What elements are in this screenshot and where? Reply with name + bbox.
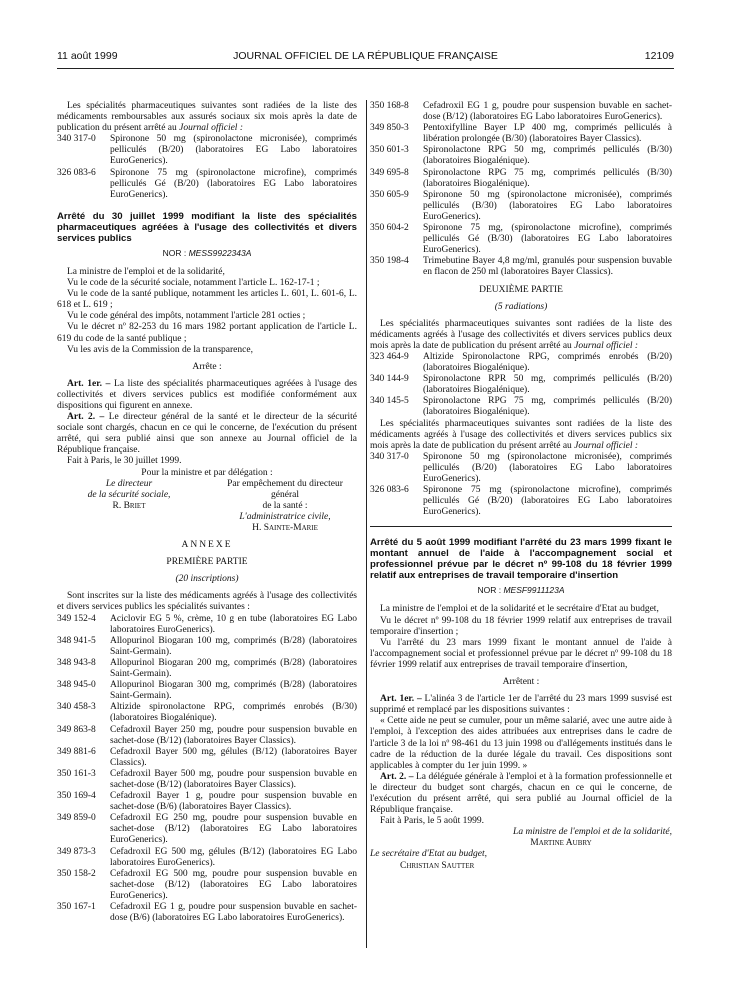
page-header (57, 50, 674, 66)
sig-right-line-1: Par empêchement du directeur général (227, 478, 343, 500)
sig-left-name: R. Briet (112, 500, 146, 511)
product-description: Allopurinol Biogaran 100 mg, comprimés (B/28) (laboratoires Saint-Germain). (110, 635, 357, 657)
preamble-3: Vu l'arrêté du 23 mars 1999 fixant le montant annuel de l'aide à l'accompagnement social et professionnel prévue par le décret nº 99-108 du 18 février 1999 relatif aux entreprises de travail temporaire d'insertion, (370, 637, 672, 670)
sig-left-title: Le directeur (105, 478, 153, 489)
product-description: Spironone 50 mg (spironolactone micronisée), comprimés pelliculés (B/30) (laboratoires EG Labo laboratoires EuroGenerics). (423, 189, 672, 222)
product-description: Altizide Spironolactone RPG, comprimés enrobés (B/20) (laboratoires Biogalénique). (423, 351, 672, 374)
visa-line: La ministre de l'emploi et de la solidarité, (67, 266, 225, 277)
product-description: Spironone 50 mg (spironolactone micronisée), comprimés pelliculés (B/20) (laboratoires EG Labo laboratoires EuroGenerics). (110, 134, 357, 167)
list-item (370, 452, 672, 485)
article-2-b: Art. 2. – La déléguée générale à l'emploi et à la formation professionnelle et le directeur du budget sont chargés, chacun en ce qui le concerne, de l'exécution du présent arrêté, qui sera publié au Journal officiel de la République française. (370, 771, 673, 816)
decree-title: Arrêté du 30 juillet 1999 modifiant la liste des spécialités pharmaceutiques agréées à l'usage des collectivités et divers services publics (57, 210, 357, 244)
product-description: Cefadroxil EG 1 g, poudre pour suspension buvable en sachet-dose (B/12) (laboratoires EG Labo laboratoires EuroGenerics). (423, 101, 672, 123)
header-page-number: 12109 (644, 50, 674, 62)
product-description: Cefadroxil EG 250 mg, poudre pour suspension buvable en sachet-dose (B/12) (laboratoires EG Labo laboratoires EuroGenerics). (110, 813, 357, 846)
list-item (57, 847, 357, 869)
intro-entry-list (57, 134, 357, 201)
list-item (370, 101, 672, 123)
product-description: Spironone 75 mg (spironolactone microfine), comprimés pelliculés Gé (B/20) (laboratoires EG Labo laboratoires EuroGenerics). (423, 485, 672, 518)
inscriptions-list-continued (370, 101, 672, 279)
nor-reference: NOR : MESS9922343A (162, 247, 252, 258)
quoted-provision: « Cette aide ne peut se cumuler, pour un même salarié, avec une autre aide à l'emploi, à l'exception des aides attribuées aux entreprises dans le cadre de l'article 3 de la loi nº 98-461 du 13 juin 1998 ou d'allégements institués dans le cadre de la réduction de la durée légale du travail. Ces dispositions sont applicables à compter du 1er juin 1999. » (370, 716, 672, 771)
left-column (57, 101, 357, 924)
header-journal-title: JOURNAL OFFICIEL DE LA RÉPUBLIQUE FRANÇAISE (233, 50, 498, 62)
signatory-1-name: Martine Aubry (530, 838, 592, 849)
preamble-1: La ministre de l'emploi et de la solidarité et le secrétaire d'Etat au budget, (380, 604, 659, 615)
radiations-intro: Les spécialités pharmaceutiques suivantes sont radiées de la liste des médicaments agréés à l'usage des collectivités et divers services publics deux mois après la date de publication du présent arrêté au Journal officiel : (370, 318, 672, 351)
inscriptions-count: (20 inscriptions) (175, 574, 239, 585)
product-description: Spironone 75 mg (spironolactone microfine), comprimés pelliculés Gé (B/20) (laboratoires EG Labo laboratoires EuroGenerics). (110, 167, 357, 200)
inscriptions-intro: Sont inscrites sur la liste des médicaments agréés à l'usage des collectivités et divers services publics les spécialités suivantes : (57, 591, 357, 613)
cip-code: 349 859-0 (57, 813, 96, 824)
product-description: Spironolactone RPG 50 mg, comprimés pelliculés (B/30) (laboratoires Biogalénique). (423, 145, 672, 167)
header-rule (57, 68, 674, 69)
list-item (370, 256, 672, 278)
list-item (370, 123, 672, 145)
signatures (57, 479, 357, 534)
list-item (370, 374, 672, 396)
sig-right-title: L'administratrice civile, (239, 511, 331, 522)
list-item (370, 485, 672, 518)
list-item (57, 869, 357, 902)
list-item (370, 145, 672, 167)
visa-line: Vu le décret nº 82-253 du 16 mars 1982 portant application de l'article L. 619 du code de la santé publique ; (57, 322, 357, 344)
annexe-heading: ANNEXE (181, 540, 233, 551)
arrete-label: Arrête : (192, 361, 222, 372)
list-item (370, 352, 672, 374)
sig-left-title-2: de la sécurité sociale, (87, 489, 171, 500)
decree-title-2: Arrêté du 5 août 1999 modifiant l'arrêté du 23 mars 1999 fixant le montant annuel de l'aide à l'accompagnement social et professionnel prévue par le décret nº 99-108 du 18 février 1999 relatif aux entreprises de travail temporaire d'insertion (370, 537, 672, 582)
product-description: Pentoxifylline Bayer LP 400 mg, comprimés pelliculés à libération prolongée (B/30) (laboratoires Bayer Classics). (423, 123, 672, 145)
arretent-label: Arrêtent : (502, 677, 540, 688)
cip-code: 348 943-8 (57, 657, 96, 668)
cip-code: 340 144-9 (370, 374, 409, 385)
cip-code: 323 464-9 (370, 351, 409, 362)
part-two-heading: DEUXIÈME PARTIE (479, 284, 563, 295)
list-item (57, 791, 357, 813)
visa-line: Vu le code de la santé publique, notamment les articles L. 601, L. 601-6, L. 618 et L. 619 ; (57, 289, 357, 311)
list-item (370, 396, 672, 418)
radiations-count: (5 radiations) (494, 301, 548, 312)
cip-code: 340 317-0 (370, 451, 409, 462)
cip-code: 350 168-8 (370, 101, 409, 111)
cip-code: 350 601-3 (370, 145, 409, 156)
cip-code: 326 083-6 (57, 167, 96, 178)
cip-code: 350 604-2 (370, 223, 409, 234)
inscriptions-list (57, 614, 357, 925)
cip-code: 340 458-3 (57, 702, 96, 713)
cip-code: 340 145-5 (370, 396, 409, 407)
cip-code: 350 161-3 (57, 768, 96, 779)
visa-line: Vu le code général des impôts, notamment l'article 281 octies ; (67, 311, 306, 322)
list-item (57, 680, 357, 702)
product-description: Spironolactone RPG 75 mg, comprimés pelliculés (B/20) (laboratoires Biogalénique). (423, 396, 672, 418)
article-1: Art. 1er. – La liste des spécialités pharmaceutiques agréées à l'usage des collectivités et divers services publics est modifiée conformément aux dispositions qui figurent en annexe. (57, 378, 357, 411)
product-description: Allopurinol Biogaran 300 mg, comprimés (B/28) (laboratoires Saint-Germain). (110, 680, 357, 702)
cip-code: 350 158-2 (57, 868, 96, 879)
list-item (370, 223, 672, 256)
right-column (370, 101, 672, 872)
product-description: Cefadroxil EG 500 mg, poudre pour suspension buvable en sachet-dose (B/12) (laboratoires EG Labo laboratoires EuroGenerics). (110, 868, 357, 901)
list-item (57, 168, 357, 201)
cip-code: 349 152-4 (57, 613, 96, 624)
cip-code: 349 850-3 (370, 123, 409, 134)
cip-code: 349 881-6 (57, 746, 96, 757)
cip-code: 326 083-6 (370, 485, 409, 496)
product-description: Aciclovir EG 5 %, crème, 10 g en tube (laboratoires EG Labo laboratoires EuroGenerics). (110, 613, 357, 635)
article-1-b: Art. 1er. – L'alinéa 3 de l'article 1er de l'arrêté du 23 mars 1999 susvisé est supprimé et remplacé par les dispositions suivantes : (370, 694, 672, 716)
section-separator (370, 526, 672, 527)
list-item (370, 190, 672, 223)
cip-code: 340 317-0 (57, 134, 96, 145)
product-description: Altizide spironolactone RPG, comprimés enrobés (B/30) (laboratoires Biogalénique). (110, 702, 357, 724)
signatory-1-title: La ministre de l'emploi et de la solidarité, (513, 827, 672, 838)
list-item (57, 614, 357, 636)
product-description: Trimebutine Bayer 4,8 mg/ml, granulés pour suspension buvable en flacon de 250 ml (laboratoires Bayer Classics). (423, 256, 672, 278)
cip-code: 348 945-0 (57, 680, 96, 691)
intro-paragraph: Les spécialités pharmaceutiques suivantes sont radiées de la liste des médicaments remboursables aux assurés sociaux six mois après la date de publication du présent arrêté au Journal officiel : (57, 101, 357, 134)
product-description: Cefadroxil Bayer 500 mg, poudre pour suspension buvable en sachet-dose (B/12) (laboratoires Bayer Classics). (110, 768, 357, 790)
nor-reference-2: NOR : MESF9911123A (477, 585, 565, 596)
header-date: 11 août 1999 (57, 50, 118, 62)
product-description: Cefadroxil EG 500 mg, gélules (B/12) (laboratoires EG Labo laboratoires EuroGenerics). (110, 846, 357, 868)
cip-code: 349 863-8 (57, 724, 96, 735)
radiations-list-2 (370, 452, 672, 519)
cip-code: 348 941-5 (57, 635, 96, 646)
part-one-heading: PREMIÈRE PARTIE (166, 557, 248, 568)
product-description: Spironolactone RPR 50 mg, comprimés pelliculés (B/20) (laboratoires Biogalénique). (423, 374, 672, 396)
column-divider (366, 100, 367, 948)
product-description: Cefadroxil Bayer 1 g, poudre pour suspension buvable en sachet-dose (B/6) (laboratoires Bayer Classics). (110, 791, 357, 813)
product-description: Cefadroxil EG 1 g, poudre pour suspension buvable en sachet-dose (B/6) (laboratoires EG Labo laboratoires EuroGenerics). (110, 902, 357, 924)
delegation-line: Pour la ministre et par délégation : (141, 467, 273, 478)
product-description: Spironolactone RPG 75 mg, comprimés pelliculés (B/30) (laboratoires Biogalénique). (423, 167, 672, 189)
radiations-intro-2: Les spécialités pharmaceutiques suivantes sont radiées de la liste des médicaments agréés à l'usage des collectivités et divers services publics six mois après la date de publication du présent arrêté au Journal officiel : (370, 418, 672, 451)
list-item (57, 769, 357, 791)
list-item (57, 725, 357, 747)
cip-code: 350 167-1 (57, 902, 96, 912)
visa-line: Vu les avis de la Commission de la transparence, (67, 344, 253, 355)
list-item (370, 168, 672, 190)
radiations-list (370, 352, 672, 419)
sig-right-name: H. Sainte-Marie (252, 523, 318, 533)
signing-place-date: Fait à Paris, le 30 juillet 1999. (67, 456, 182, 467)
cip-code: 350 605-9 (370, 189, 409, 200)
list-item (57, 658, 357, 680)
list-item (57, 813, 357, 846)
list-item (57, 747, 357, 769)
visas-list (57, 267, 357, 356)
list-item (57, 702, 357, 724)
cip-code: 349 695-8 (370, 167, 409, 178)
product-description: Spironone 75 mg, (spironolactone microfine), comprimés pelliculés Gé (B/30) (laboratoires EG Labo laboratoires EuroGenerics). (423, 223, 672, 256)
cip-code: 350 198-4 (370, 256, 409, 267)
sig-right-line-2: de la santé : (262, 500, 308, 511)
list-item (57, 902, 357, 924)
list-item (57, 636, 357, 658)
article-2: Art. 2. – Le directeur général de la santé et le directeur de la sécurité sociale sont chargés, chacun en ce qui le concerne, de l'exécution du présent arrêté, qui sera publié ainsi que son annexe au Journal officiel de la République française. (57, 412, 357, 456)
product-description: Cefadroxil Bayer 250 mg, poudre pour suspension buvable en sachet-dose (B/12) (laboratoires Bayer Classics). (110, 724, 357, 746)
cip-code: 349 873-3 (57, 846, 96, 857)
product-description: Spironone 50 mg (spironolactone micronisée), comprimés pelliculés (B/20) (laboratoires EG Labo laboratoires EuroGenerics). (423, 451, 672, 484)
list-item (57, 134, 357, 167)
signatory-2-name: Christian Sautter (400, 860, 475, 871)
preamble-2: Vu le décret nº 99-108 du 18 février 1999 relatif aux entreprises de travail temporaire d'insertion ; (370, 615, 672, 637)
product-description: Allopurinol Biogaran 200 mg, comprimés (B/28) (laboratoires Saint-Germain). (110, 657, 357, 680)
signatory-2-title: Le secrétaire d'Etat au budget, (370, 849, 487, 860)
signing-place-date-2: Fait à Paris, le 5 août 1999. (380, 816, 484, 827)
cip-code: 350 169-4 (57, 791, 96, 802)
visa-line: Vu le code de la sécurité sociale, notamment l'article L. 162-17-1 ; (67, 278, 320, 289)
product-description: Cefadroxil Bayer 500 mg, gélules (B/12) (laboratoires Bayer Classics). (110, 746, 357, 768)
